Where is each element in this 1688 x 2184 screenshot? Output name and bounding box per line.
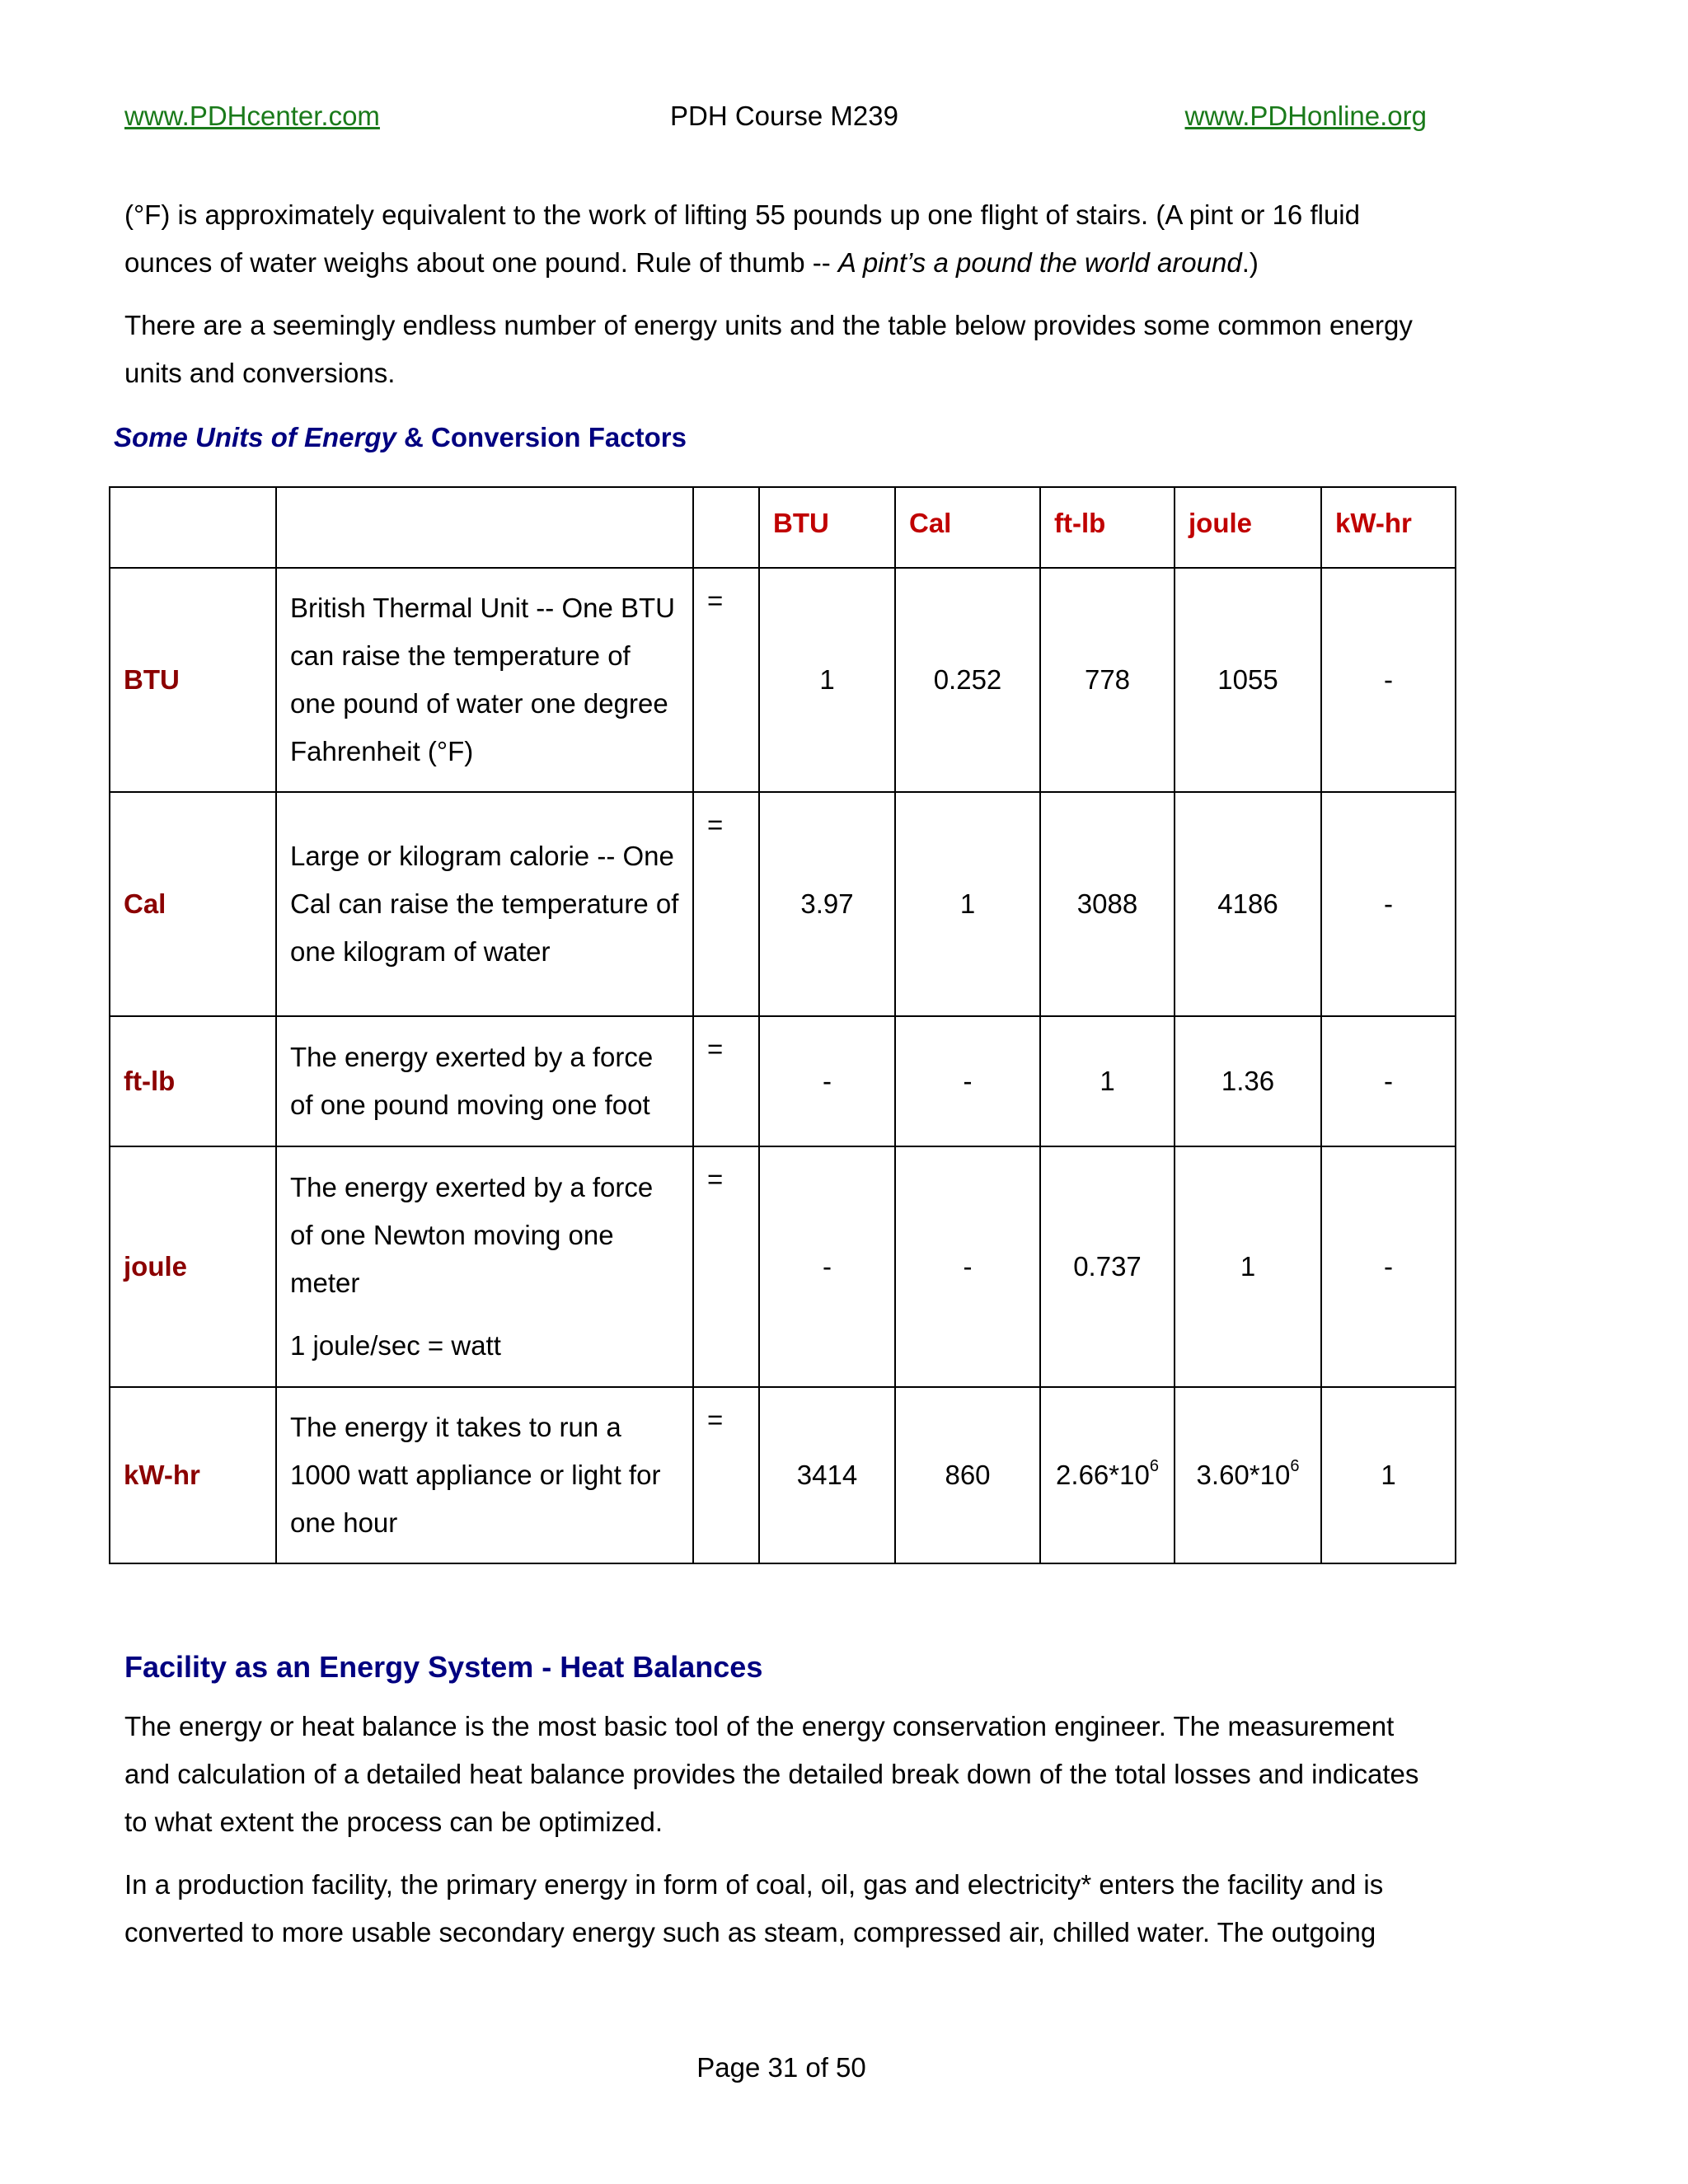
- value-cell: -: [1321, 792, 1456, 1016]
- value-cell: -: [1321, 1016, 1456, 1146]
- row-header: kW-hr: [110, 1387, 276, 1563]
- value-cell: 1055: [1175, 568, 1321, 792]
- column-header: Cal: [895, 487, 1040, 568]
- intro-text: [124, 191, 1443, 412]
- value-cell: $2.66*10^6$: [1040, 1387, 1175, 1563]
- value-cell: 3.97: [759, 792, 895, 1016]
- intro-paragraph-2: There are a seemingly endless number of energy units and the table below provides some common energy units and conversions.: [124, 310, 1413, 388]
- row-header: ft-lb: [110, 1016, 276, 1146]
- description-text: The energy exerted by a force of one Newton moving one meter: [290, 1172, 654, 1298]
- equals-sign: =: [693, 1387, 759, 1563]
- column-header: BTU: [759, 487, 895, 568]
- course-title: PDH Course M239: [670, 101, 898, 131]
- row-header: BTU: [110, 568, 276, 792]
- section-paragraph-2: In a production facility, the primary energy in form of coal, oil, gas and electricity* enters the facility and is converted to more usable secondary energy such as steam, compressed air, chilled water. The outgoing: [124, 1869, 1384, 1947]
- row-header: Cal: [110, 792, 276, 1016]
- empty-cell: [693, 487, 759, 568]
- value-cell: 1: [895, 792, 1040, 1016]
- row-header: joule: [110, 1146, 276, 1387]
- value-cell: -: [1321, 568, 1456, 792]
- value-cell: 860: [895, 1387, 1040, 1563]
- section-paragraph-1: The energy or heat balance is the most basic tool of the energy conservation engineer. The measurement and calculation of a detailed heat balance provides the detailed break down of the total losses and indicates to what extent the process can be optimized.: [124, 1711, 1419, 1837]
- unit-description: Large or kilogram calorie -- One Cal can raise the temperature of one kilogram of water: [276, 792, 693, 1016]
- exponent: 6: [1149, 1457, 1159, 1475]
- unit-description: [276, 1146, 693, 1387]
- table-row: [110, 1387, 1456, 1563]
- value-cell: 4186: [1175, 792, 1321, 1016]
- value-cell: -: [895, 1146, 1040, 1387]
- value-cell: -: [759, 1146, 895, 1387]
- pdhcenter-link[interactable]: www.PDHcenter.com: [124, 101, 380, 131]
- equals-sign: =: [693, 1016, 759, 1146]
- value-cell: $3.60*10^6$: [1175, 1387, 1321, 1563]
- rule-of-thumb: A pint’s a pound the world around: [837, 247, 1242, 278]
- value-cell: 3414: [759, 1387, 895, 1563]
- value-cell: 0.737: [1040, 1146, 1175, 1387]
- empty-cell: [110, 487, 276, 568]
- page-number: Page 31 of 50: [696, 2052, 866, 2083]
- unit-description: British Thermal Unit -- One BTU can raise the temperature of one pound of water one degree Fahrenheit (°F): [276, 568, 693, 792]
- table-header-row: [110, 487, 1456, 568]
- column-header: ft-lb: [1040, 487, 1175, 568]
- exponent: 6: [1290, 1457, 1300, 1475]
- value-cell: 1: [1175, 1146, 1321, 1387]
- value-cell: 1.36: [1175, 1016, 1321, 1146]
- unit-description: The energy it takes to run a 1000 watt appliance or light for one hour: [276, 1387, 693, 1563]
- value-cell: -: [1321, 1146, 1456, 1387]
- column-header: kW-hr: [1321, 487, 1456, 568]
- value-cell: 3088: [1040, 792, 1175, 1016]
- value-cell: 1: [1040, 1016, 1175, 1146]
- value-cell: 778: [1040, 568, 1175, 792]
- table-row: [110, 792, 1456, 1016]
- page-header: [124, 96, 1427, 137]
- table-row: [110, 568, 1456, 792]
- unit-description: The energy exerted by a force of one pound moving one foot: [276, 1016, 693, 1146]
- value-cell: -: [895, 1016, 1040, 1146]
- value-cell: -: [759, 1016, 895, 1146]
- equals-sign: =: [693, 792, 759, 1016]
- table-row: [110, 1146, 1456, 1387]
- column-header: joule: [1175, 487, 1321, 568]
- intro-paragraph-1: (°F) is approximately equivalent to the work of lifting 55 pounds up one flight of stairs. (A pint or 16 fluid ounces of water weighs about one pound. Rule of thumb -- A pint’s a pound the world around.): [124, 199, 1360, 278]
- heat-balance-section: [124, 1643, 1443, 1971]
- value-cell: 0.252: [895, 568, 1040, 792]
- value-cell: 1: [759, 568, 895, 792]
- pdhonline-link[interactable]: www.PDHonline.org: [1184, 101, 1427, 131]
- table-title: Some Units of Energy & Conversion Factors: [114, 422, 687, 452]
- empty-cell: [276, 487, 693, 568]
- table-row: [110, 1016, 1456, 1146]
- description-note: 1 joule/sec = watt: [290, 1330, 501, 1361]
- energy-units-table: [109, 486, 1456, 1564]
- equals-sign: =: [693, 1146, 759, 1387]
- value-cell: 1: [1321, 1387, 1456, 1563]
- equals-sign: =: [693, 568, 759, 792]
- section-heading: Facility as an Energy System - Heat Balances: [124, 1650, 763, 1684]
